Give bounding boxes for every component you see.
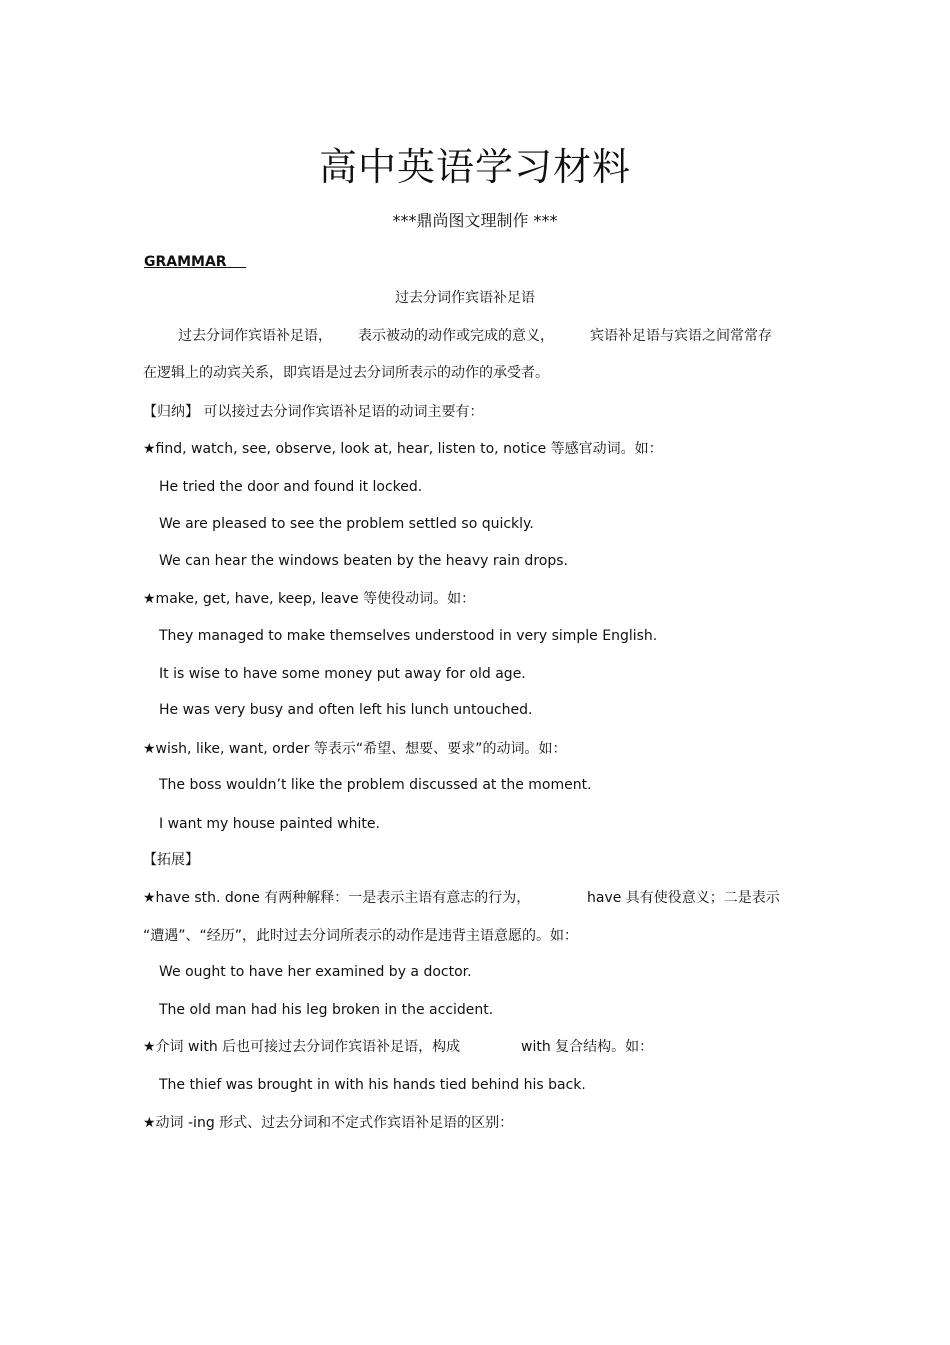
intro-segment-2: 表示被动的动作或完成的意义， [358,328,554,344]
group1-lead: ★find, watch, see, observe, look at, hear, listen to, notice 等感官动词。如： [143,441,663,457]
expand-label: 【拓展】 [143,852,199,868]
document-title: 高中英语学习材料 [318,145,631,189]
group4-lead-segment-1: ★have sth. done 有两种解释：一是表示主语有意志的行为， [143,890,531,906]
topic-heading: 过去分词作宾语补足语 [395,290,535,306]
summary-line: 【归纳】 可以接过去分词作宾语补足语的动词主要有： [143,404,484,420]
example-sentence: I want my house painted white. [159,816,380,832]
group4-lead-line-2: “遭遇”、“经历”，此时过去分词所表示的动作是违背主语意愿的。如： [143,928,579,944]
group5-lead-segment-1: ★介词 with 后也可接过去分词作宾语补足语，构成 [143,1039,461,1055]
example-sentence: It is wise to have some money put away for old age. [159,666,526,682]
group4-lead-segment-2: have 具有使役意义；二是表示 [587,890,780,906]
example-sentence: We can hear the windows beaten by the heavy rain drops. [159,553,568,569]
intro-segment-3: 宾语补足语与宾语之间常常存 [590,328,772,344]
example-sentence: He tried the door and found it locked. [159,479,423,495]
group2-lead: ★make, get, have, keep, leave 等使役动词。如： [143,591,476,607]
example-sentence: They managed to make themselves understood in very simple English. [159,628,658,644]
section-heading: GRAMMAR [144,254,227,270]
example-sentence: The old man had his leg broken in the accident. [159,1002,494,1018]
example-sentence: The boss wouldn’t like the problem discussed at the moment. [159,777,592,793]
document-subtitle: ***鼎尚图文理制作 *** [392,211,558,230]
intro-segment-1: 过去分词作宾语补足语， [178,328,332,344]
group6-lead: ★动词 -ing 形式、过去分词和不定式作宾语补足语的区别： [143,1115,514,1131]
intro-line-2: 在逻辑上的动宾关系，即宾语是过去分词所表示的动作的承受者。 [143,365,549,381]
example-sentence: The thief was brought in with his hands tied behind his back. [159,1077,586,1093]
example-sentence: We ought to have her examined by a doctor. [159,964,472,980]
example-sentence: We are pleased to see the problem settled so quickly. [159,516,534,532]
group5-lead-segment-2: with 复合结构。如： [521,1039,654,1055]
example-sentence: He was very busy and often left his lunch untouched. [159,702,533,718]
group3-lead: ★wish, like, want, order 等表示“希望、想要、要求”的动词。如： [143,741,567,757]
